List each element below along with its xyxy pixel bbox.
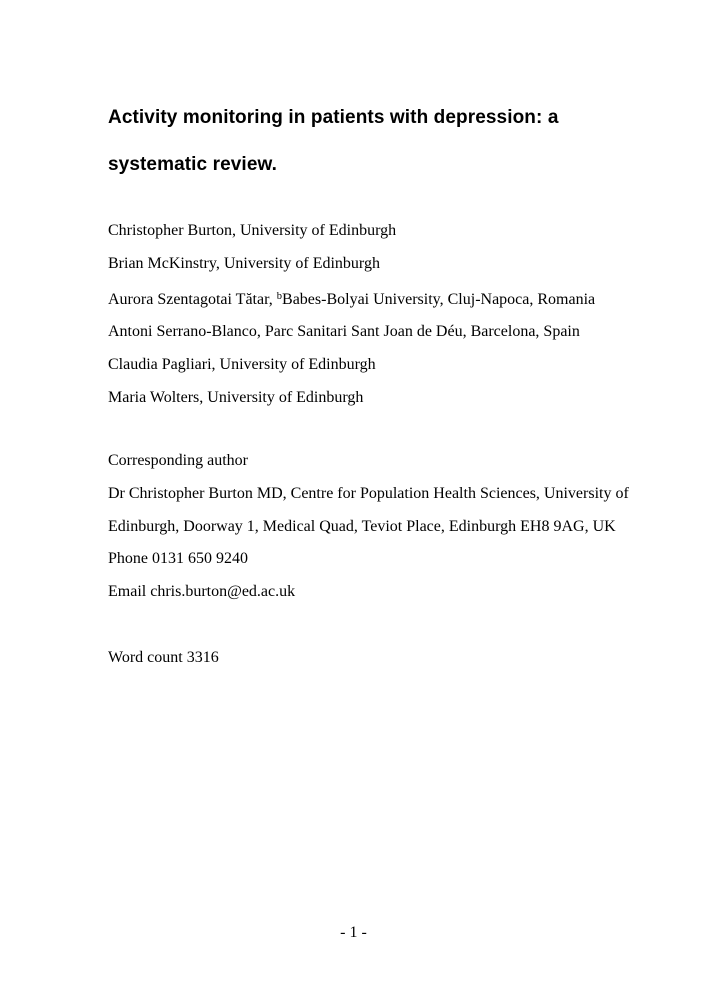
affiliation-superscript: b (276, 290, 283, 302)
page-footer (0, 917, 707, 950)
author-list (108, 215, 595, 415)
author-line-claudia-pagliari: Claudia Pagliari, University of Edinburgh (108, 356, 376, 374)
word-count: Word count 3316 (108, 649, 219, 666)
paper-title-line-1: Activity monitoring in patients with depression: a (108, 107, 559, 128)
corresponding-address-line-1: Dr Christopher Burton MD, Centre for Population Health Sciences, University of (108, 484, 629, 502)
paper-title-line-2: systematic review. (108, 154, 278, 175)
corresponding-author-heading: Corresponding author (108, 452, 248, 469)
corresponding-address-line-2: Edinburgh, Doorway 1, Medical Quad, Teviot Place, Edinburgh EH8 9AG, UK (108, 517, 616, 535)
author-name: Aurora Szentagotai Tătar, (108, 290, 277, 308)
email-line: Email chris.burton@ed.ac.uk (108, 583, 296, 601)
author-line-antoni-serrano-blanco: Antoni Serrano-Blanco, Parc Sanitari Sant Joan de Déu, Barcelona, Spain (108, 323, 580, 341)
author-line-maria-wolters: Maria Wolters, University of Edinburgh (108, 388, 364, 406)
author-line-brian-mckinstry: Brian McKinstry, University of Edinburgh (108, 254, 380, 272)
phone-line: Phone 0131 650 9240 (108, 550, 248, 568)
author-line-christopher-burton: Christopher Burton, University of Edinburgh (108, 222, 397, 239)
corresponding-author-section (108, 445, 629, 609)
paper-title (108, 94, 559, 188)
author-affiliation: Babes-Bolyai University, Cluj-Napoca, Romania (282, 290, 596, 308)
page-number: - 1 - (340, 924, 367, 941)
author-line-aurora-szentagotai-tatar (108, 281, 595, 317)
